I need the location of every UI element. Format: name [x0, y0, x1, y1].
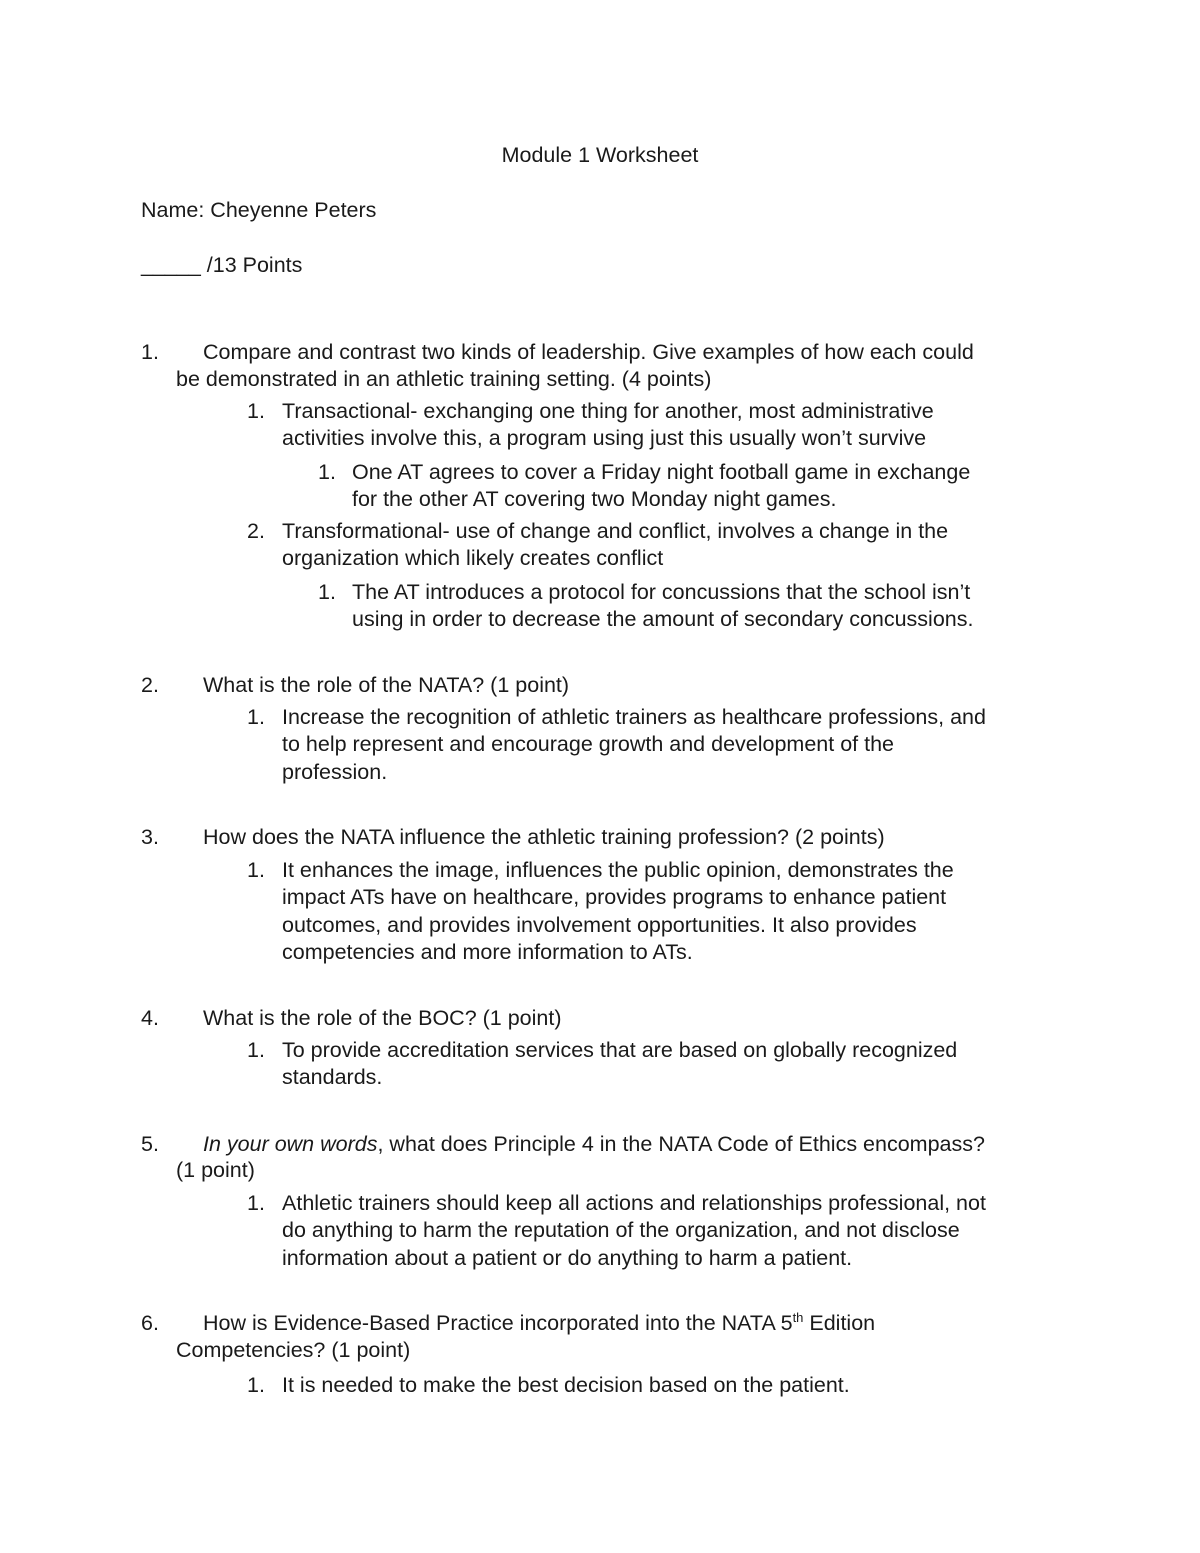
answer-text: To provide accreditation services that are based on globally recognized standards. — [282, 1038, 958, 1090]
answer-number: 1. — [247, 858, 265, 882]
question-text: How is Evidence-Based Practice incorporated into the NATA 5th Edition — [203, 1310, 876, 1335]
superscript: th — [792, 1310, 804, 1325]
question-number: 4. — [141, 1006, 159, 1030]
question-number: 3. — [141, 825, 159, 849]
question-number: 1. — [141, 340, 159, 364]
question-text: In your own words, what does Principle 4 in the NATA Code of Ethics encompass? — [203, 1132, 985, 1156]
question-text: What is the role of the BOC? (1 point) — [203, 1006, 562, 1030]
question-text: What is the role of the NATA? (1 point) — [203, 673, 570, 697]
sub-answer-text: One AT agrees to cover a Friday night football game in exchange for the other AT covering two Monday night games. — [352, 460, 971, 512]
question-text: How does the NATA influence the athletic training profession? (2 points) — [203, 825, 885, 849]
question-number: 2. — [141, 673, 159, 697]
answer-text: It enhances the image, influences the public opinion, demonstrates the impact ATs have on healthcare, provides programs to enhance patient outcomes, and provides involvement opportunities. It also provides competencies and more information to ATs. — [282, 858, 954, 964]
answer-number: 2. — [247, 519, 265, 543]
answer-number: 1. — [247, 1038, 265, 1062]
question-text: Compare and contrast two kinds of leadership. Give examples of how each could — [203, 340, 974, 364]
answer-number: 1. — [247, 1191, 265, 1215]
question-number: 6. — [141, 1311, 159, 1335]
answer-number: 1. — [247, 1373, 265, 1397]
italic-emphasis: In your own words — [203, 1132, 378, 1156]
question-text: Competencies? (1 point) — [176, 1338, 411, 1362]
answer-text: Transactional- exchanging one thing for another, most administrative activities involve this, a program using just this usually won’t survive — [282, 399, 934, 451]
answer-text: Transformational- use of change and conflict, involves a change in the organization which likely creates conflict — [282, 519, 949, 571]
question-text: (1 point) — [176, 1158, 255, 1182]
question-number: 5. — [141, 1132, 159, 1156]
points-line: _____ /13 Points — [141, 253, 303, 277]
answer-number: 1. — [247, 705, 265, 729]
sub-answer-number: 1. — [318, 460, 336, 484]
name-line: Name: Cheyenne Peters — [141, 198, 377, 222]
answer-number: 1. — [247, 399, 265, 423]
answer-text: It is needed to make the best decision based on the patient. — [282, 1373, 850, 1397]
sub-answer-number: 1. — [318, 580, 336, 604]
page-title: Module 1 Worksheet — [501, 143, 699, 167]
answer-text: Athletic trainers should keep all actions and relationships professional, not do anything to harm the reputation of the organization, and not disclose information about a patient or do anything to harm a patient. — [282, 1191, 986, 1270]
question-text: be demonstrated in an athletic training setting. (4 points) — [176, 367, 712, 391]
answer-text: Increase the recognition of athletic trainers as healthcare professions, and to help represent and encourage growth and development of the profession. — [282, 705, 986, 784]
sub-answer-text: The AT introduces a protocol for concussions that the school isn’t using in order to decrease the amount of secondary concussions. — [352, 580, 974, 632]
